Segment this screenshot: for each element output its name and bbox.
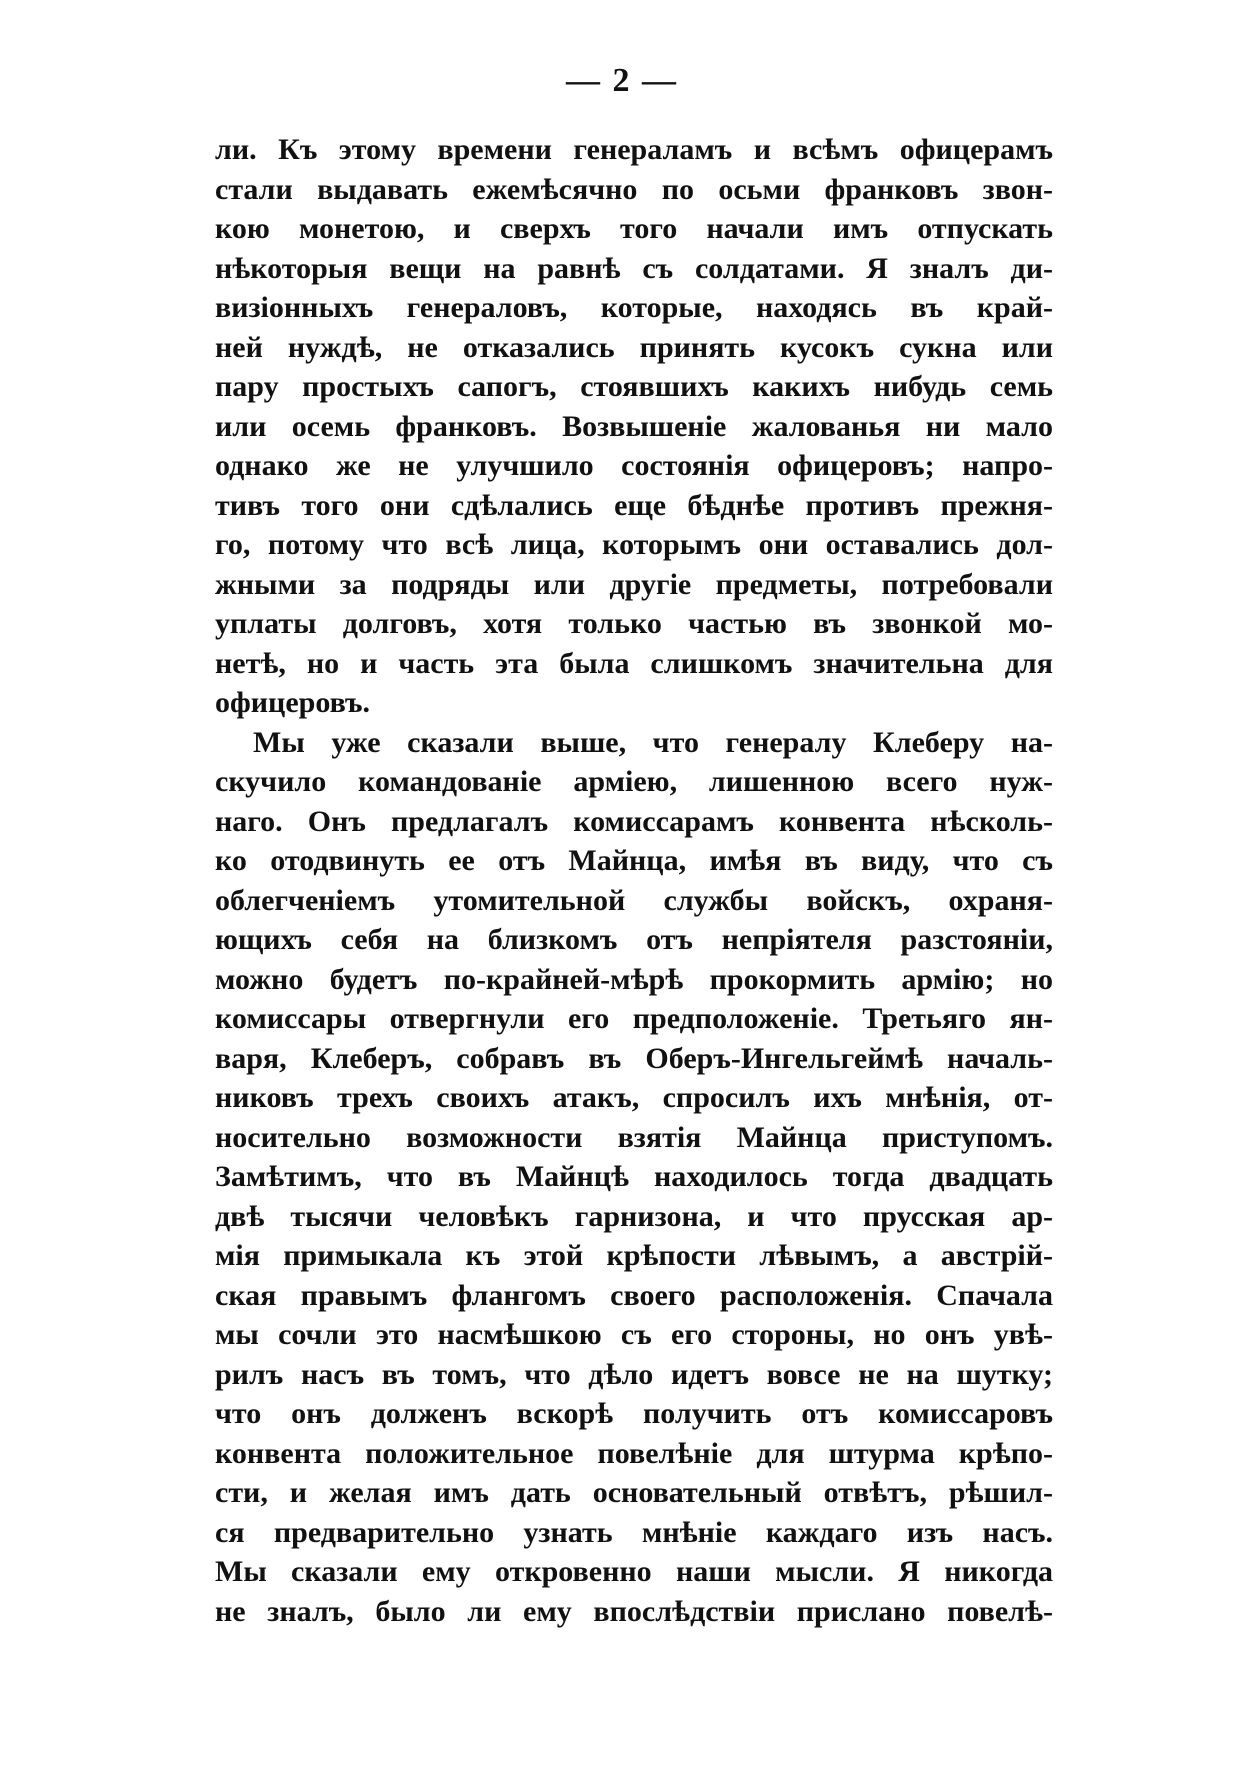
text-line: не зналъ, было ли ему впослѣдствіи прислано повелѣ- [215,1594,1053,1628]
text-line: облегченіемъ утомительной службы войскъ, охраня- [215,883,1053,917]
text-line: конвента положительное повелѣніе для штурма крѣпо- [215,1436,1053,1470]
text-line: визіонныхъ генераловъ, которые, находясь въ край- [215,291,1053,324]
text-line: Мы сказали ему откровенно наши мысли. Я никогда [215,1555,1053,1588]
text-line: рилъ насъ въ томъ, что дѣло идетъ вовсе не на шутку; [215,1357,1053,1391]
text-line: комиссары отвергнули его предположеніе. Третьяго ян- [215,1002,1053,1035]
text-line: уплаты долговъ, хотя только частью въ звонкой мо- [215,607,1053,640]
text-line: двѣ тысячи человѣкъ гарнизона, и что прусская ар- [215,1199,1053,1233]
text-line: сти, и желая имъ дать основательный отвѣтъ, рѣшил- [215,1476,1053,1509]
text-line: или осемь франковъ. Возвышеніе жалованья ни мало [215,409,1053,443]
text-line: однако же не улучшило состоянія офицеровъ; напро- [215,449,1053,482]
body-text [215,130,1053,1631]
text-line: нетѣ, но и часть эта была слишкомъ значительна для [215,646,1053,680]
text-line: го, потому что всѣ лица, которымъ они оставались дол- [215,528,1053,561]
text-line: кою монетою, и сверхъ того начали имъ отпускать [215,212,1053,245]
text-line: тивъ того они сдѣлались еще бѣднѣе противъ прежня- [215,488,1053,522]
text-line: никовъ трехъ своихъ атакъ, спросилъ ихъ мнѣнія, от- [215,1081,1053,1114]
text-line: скучило командованіе арміею, лишенною всего нуж- [215,765,1053,798]
text-line: офицеровъ. [215,686,371,719]
text-line: ней нуждѣ, не отказались принять кусокъ сукна или [215,330,1053,364]
text-line: носительно возможности взятія Майнца приступомъ. [215,1120,1053,1154]
text-line: Мы уже сказали выше, что генералу Клеберу на- [253,725,1053,759]
text-line: что онъ долженъ вскорѣ получить отъ комиссаровъ [215,1397,1053,1430]
text-line: жными за подряды или другіе предметы, потребовали [215,567,1053,601]
text-line: варя, Клеберъ, собравъ въ Оберъ-Ингельгеймѣ началь- [215,1041,1053,1075]
text-line: ли. Къ этому времени генераламъ и всѣмъ офицерамъ [215,133,1053,166]
text-line: мія примыкала къ этой крѣпости лѣвымъ, а австрій- [215,1239,1053,1272]
text-line: ская правымъ флангомъ своего расположенія. Спачала [215,1278,1053,1312]
text-line: Замѣтимъ, что въ Майнцѣ находилось тогда двадцать [215,1160,1053,1193]
text-line: стали выдавать ежемѣсячно по осьми франковъ звон- [215,172,1053,206]
text-line: ся предварительно узнать мнѣніе каждаго изъ насъ. [215,1515,1053,1549]
text-line: ющихъ себя на близкомъ отъ непріятеля разстояніи, [215,923,1053,956]
text-line: наго. Онъ предлагалъ комиссарамъ конвента нѣсколь- [215,804,1053,838]
text-line: мы сочли это насмѣшкою съ его стороны, но онъ увѣ- [215,1318,1053,1351]
page-number: — 2 — [566,62,678,99]
text-line: можно будетъ по-крайней-мѣрѣ прокормить армію; но [215,962,1053,996]
text-line: нѣкоторыя вещи на равнѣ съ солдатами. Я зналъ ди- [215,251,1053,285]
text-line: пару простыхъ сапогъ, стоявшихъ какихъ нибудь семь [215,370,1053,403]
text-line: ко отодвинуть ее отъ Майнца, имѣя въ виду, что съ [215,844,1053,877]
